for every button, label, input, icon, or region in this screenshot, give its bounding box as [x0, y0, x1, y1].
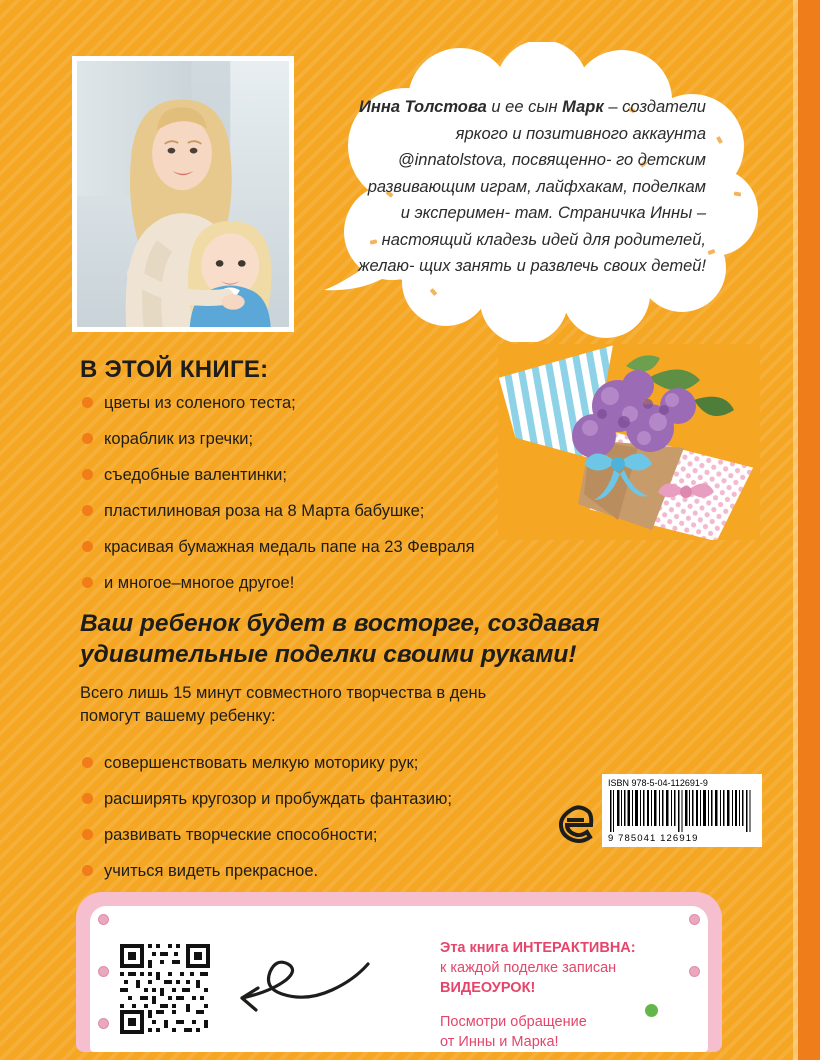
list-item-label: совершенствовать мелкую моторику рук; — [104, 754, 419, 772]
isbn-barcode-block — [602, 774, 762, 847]
benefits-list — [80, 752, 560, 896]
bullet-icon — [82, 865, 93, 876]
delight-heading-line2: удивительные поделки своими руками! — [80, 641, 577, 668]
blurb-line-3: аккаунта @innatolstova, посвященно- — [397, 124, 706, 169]
screw-icon — [98, 966, 109, 977]
list-item-label: развивать творческие способности; — [104, 826, 378, 844]
list-item — [80, 500, 500, 522]
list-item — [80, 464, 500, 486]
bullet-icon — [82, 829, 93, 840]
screw-icon — [98, 1018, 109, 1029]
qr-code[interactable] — [116, 940, 214, 1038]
blurb-line-8: щих занять и развлечь своих детей! — [419, 257, 706, 275]
in-this-book-heading: В ЭТОЙ КНИГЕ: — [80, 356, 269, 383]
spine-strip — [798, 0, 820, 1060]
eksmo-logo-icon — [556, 800, 596, 846]
child-name: Марк — [562, 98, 604, 116]
screw-icon — [689, 914, 700, 925]
author-name: Инна Толстова — [359, 98, 487, 116]
bullet-icon — [82, 577, 93, 588]
list-item — [80, 860, 560, 882]
list-item — [80, 572, 500, 594]
blurb-line-5: лайфхакам, поделкам и эксперимен- — [400, 177, 706, 222]
list-item-label: и многое–многое другое! — [104, 574, 295, 592]
blurb-line-6: там. Страничка Инны – настоящий — [381, 204, 706, 249]
screw-icon — [689, 966, 700, 977]
list-item — [80, 428, 500, 450]
isbn-digits: 9 785041 126919 — [608, 833, 699, 844]
bullet-icon — [82, 397, 93, 408]
blurb-line-1: – — [608, 98, 618, 116]
bullet-icon — [82, 757, 93, 768]
bullet-icon — [82, 433, 93, 444]
list-item-label: учиться видеть прекрасное. — [104, 862, 319, 880]
delight-heading — [80, 608, 680, 670]
list-item-label: цветы из соленого теста; — [104, 394, 296, 412]
bullet-icon — [82, 505, 93, 516]
spine-highlight — [793, 0, 798, 1060]
list-item — [80, 536, 500, 558]
list-item — [80, 392, 500, 414]
blurb-line-0: и ее сын — [491, 98, 558, 116]
craft-photo-lilac-bouquet — [498, 344, 760, 540]
delight-paragraph — [80, 682, 600, 728]
barcode-graphic — [608, 790, 756, 832]
in-this-book-list — [80, 392, 500, 608]
bullet-icon — [82, 793, 93, 804]
bullet-icon — [82, 469, 93, 480]
arrow-doodle-icon — [228, 952, 418, 1032]
panel-line-3: ВИДЕОУРОК! — [440, 980, 536, 996]
panel-line-1: Эта книга ИНТЕРАКТИВНА: — [440, 940, 636, 956]
author-photo — [72, 56, 294, 332]
screw-icon — [98, 914, 109, 925]
list-item-label: съедобные валентинки; — [104, 466, 287, 484]
delight-heading-line1: Ваш ребенок будет в восторге, создавая — [80, 610, 600, 637]
interactive-panel-text — [440, 938, 690, 1052]
list-item-label: кораблик из гречки; — [104, 430, 254, 448]
panel-line-4: Посмотри обращение — [440, 1014, 587, 1030]
blurb-line-4: го детским развивающим играм, — [367, 151, 706, 196]
list-item-label: расширять кругозор и пробуждать фантазию; — [104, 790, 452, 808]
blurb-line-2: создатели яркого и позитивного — [455, 98, 706, 143]
panel-line-2: к каждой поделке записан — [440, 960, 617, 976]
list-item — [80, 752, 560, 774]
bullet-icon — [82, 541, 93, 552]
isbn-label: ISBN 978-5-04-112691-9 — [608, 778, 708, 788]
delight-paragraph-line2: помогут вашему ребенку: — [80, 707, 276, 725]
author-blurb-cloud — [310, 42, 772, 342]
list-item-label: пластилиновая роза на 8 Марта бабушке; — [104, 502, 425, 520]
author-blurb-text — [354, 94, 706, 280]
list-item — [80, 824, 560, 846]
panel-line-5: от Инны и Марка! — [440, 1034, 559, 1050]
list-item-label: красивая бумажная медаль папе на 23 Февраля — [104, 538, 475, 556]
list-item — [80, 788, 560, 810]
blurb-line-7: кладезь идей для родителей, желаю- — [358, 230, 706, 275]
delight-paragraph-line1: Всего лишь 15 минут совместного творчества в день — [80, 684, 487, 702]
